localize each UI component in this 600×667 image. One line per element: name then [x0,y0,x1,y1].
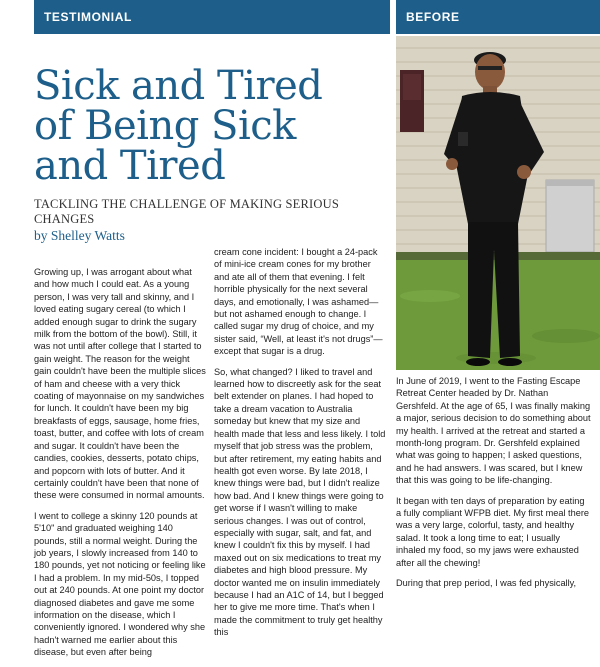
title-line: of Being Sick [34,103,296,149]
section-label-testimonial: TESTIMONIAL [34,0,390,34]
paragraph: So, what changed? I liked to travel and learned how to discreetly ask for the seat belt extender on planes. I had hoped to take a dream vacation to Australia someday but knew that my size and health made that less and less likely. I told myself that job stress was the problem, but after retirement, my eating habits and health got even worse. By late 2018, I knew things were bad, but I didn't realize how bad. And I knew things were going to get worse if I wasn't willing to make serious changes. I was out of control, especially with sugar, salt, and fat, and knew I couldn't fix this by myself. I had maxed out on six medications to treat my diabetes and high blood pressure. My doctor wanted me on insulin immediately because I had an A1C of 14, but I begged her to give me more time. That's when I made the commitment to truly get healthy this [214,366,386,638]
text-column-3 [396,375,592,598]
paragraph: It began with ten days of preparation by eating a fully compliant WFPB diet. My first meal there was a very large, colorful, tasty, and healthy salad. It took a long time to eat; I usually inhaled my food, so my jaws were exhausted after all the chewing! [396,495,589,568]
before-photo-illustration [396,36,600,370]
paragraph: During that prep period, I was fed physically, [396,578,577,589]
article-title [34,63,384,189]
before-photo [396,36,600,370]
byline: by Shelley Watts [34,228,125,243]
title-line: Sick and Tired [34,63,323,109]
title-line: and Tired [34,143,226,189]
paragraph: cream cone incident: I bought a 24-pack of mini-ice cream cones for my brother and ate all of them that evening. I felt horrible physically for the next several days, and emotionally, I was ashamed—but not ashamed enough to change. I called sugar my drug of choice, and my sister said, “Well, at least it's not drugs”—except that sugar is a drug. [214,247,383,357]
paragraph: Growing up, I was arrogant about what and how much I could eat. As a young person, I was very tall and skinny, and I loved eating sugary cereal (to which I added enough sugar to drink the sugary milk from the bottom of the bowl). Still, it was not until after college that I started to gain weight. The reason for the weight gain couldn't have been the multiple slices of ham and cheese with a very thick coating of mayonnaise on my sandwiches for lunch. It couldn't have been my big breakfasts of eggs, sausage, home fries, toast, butter, and coffee with lots of cream and sugar. It couldn't have been the candies, cookies, desserts, potato chips, and popcorn with lots of butter. And it certainly couldn't have been that none of these were consumed in normal amounts. [34,267,206,501]
paragraph: In June of 2019, I went to the Fasting Escape Retreat Center headed by Dr. Nathan Gershfeld. At the age of 65, I was finally making a major, serious decision to do something about my health. I arrived at the retreat and started a month-long program. Dr. Gershfeld explained what was going to happen; I asked questions, and he had answers. I was scared, but I knew that this was going to be life-changing. [396,376,591,486]
article-subtitle: TACKLING THE CHALLENGE OF MAKING SERIOUS CHANGES [34,197,340,226]
section-label-before: BEFORE [396,0,600,34]
text-column-1 [34,266,206,667]
text-column-2 [214,246,386,647]
paragraph: I went to college a skinny 120 pounds at 5'10" and graduated weighing 140 pounds, still a normal weight. During the job years, I slowly increased from 140 to 180 pounds, yet not noticing or feeling like I had a problem. In my mid-50s, I topped out at 240 pounds. At one point my doctor diagnosed diabetes and gave me some information on the disease, which I conveniently ignored. I wondered why she hadn't warned me earlier about this disease, but even after being [34,510,206,658]
